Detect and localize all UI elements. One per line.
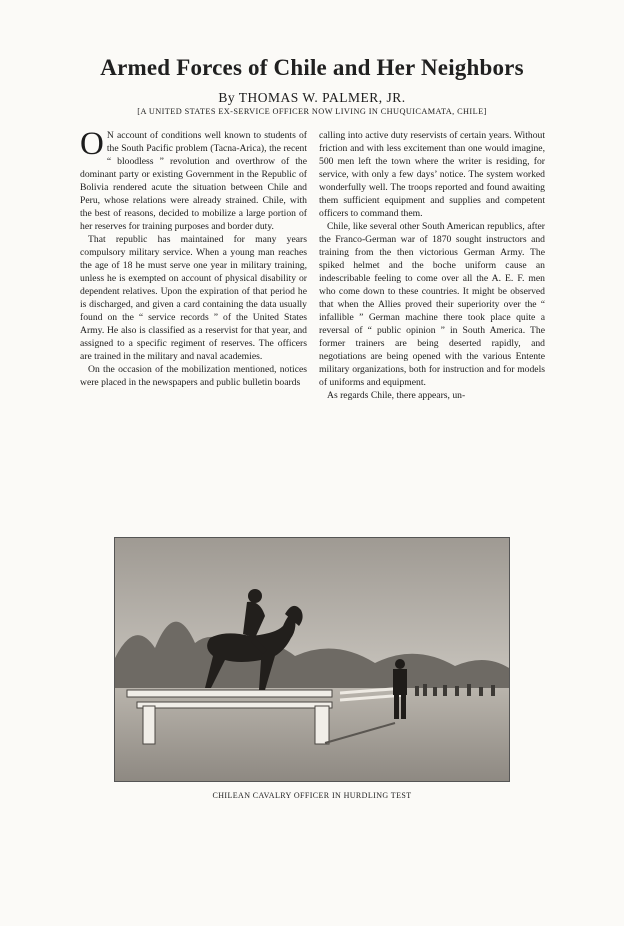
article-title: Armed Forces of Chile and Her Neighbors (100, 55, 524, 80)
photo-caption: CHILEAN CAVALRY OFFICER IN HURDLING TEST (212, 791, 412, 800)
paragraph-4: calling into active duty reservists of certain years. Without friction and with less excitement than one would imagine, 500 men left the town where the writer is residing, for service, with only a few days’ notice. The system worked wonderfully well. The troops reported and found awaiting them sufficient equipment and supplies and competent officers to command them. (319, 130, 545, 219)
paragraph-6: As regards Chile, there appears, un- (327, 390, 466, 401)
paragraph-5: Chile, like several other South American republics, after the Franco-German war of 1870 sought instructors and training from the then victorious German Army. The spiked helmet and the boche uniform cause an indescribable feeling to come over all the A. E. F. men who come down to these countries. It might be observed that when the Allies proved their superiority over the “ infallible ” German machine there took place quite a reversal of “ public opinion ” in South America. The former trainers are being deserted rapidly, and negotiations are being opened with the various Entente military organizations, both for instruction and for models of uniforms and equipment. (319, 221, 545, 388)
paragraph-2: That republic has maintained for many years compulsory military service. When a young man reaches the age of 18 he must serve one year in military training, unless he is exempted on account of physical disability or dependent relatives. Upon the expiration of that period he is discharged, and given a card containing the data usually found on the “ service records ” of the United States Army. He also is classified as a reservist for that year, and assigned to a specific regiment of reserves. The officers are trained in the military and naval academies. (80, 234, 307, 362)
cavalry-photo (114, 537, 510, 782)
byline: By THOMAS W. PALMER, JR. (218, 90, 406, 105)
author-affiliation: [A UNITED STATES EX-SERVICE OFFICER NOW LIVING IN CHUQUICAMATA, CHILE] (137, 107, 487, 116)
paragraph-3: On the occasion of the mobilization mentioned, notices were placed in the newspapers and public bulletin boards (80, 364, 307, 388)
drop-cap: O (80, 129, 104, 162)
paragraph-1-text: N account of conditions well known to students of the South Pacific problem (Tacna-Arica), the recent “ bloodless ” revolution and overthrow of the dominant party or existing Government in the Republic of Bolivia rendered acute the situation between Chile and Peru, whose relations were already strained. Chile, with the best of reasons, decided to mobilize a large portion of her reserves for training purposes and border duty. (80, 130, 307, 232)
right-column (319, 129, 545, 527)
paragraph-1 (80, 129, 307, 233)
left-column (80, 129, 307, 527)
